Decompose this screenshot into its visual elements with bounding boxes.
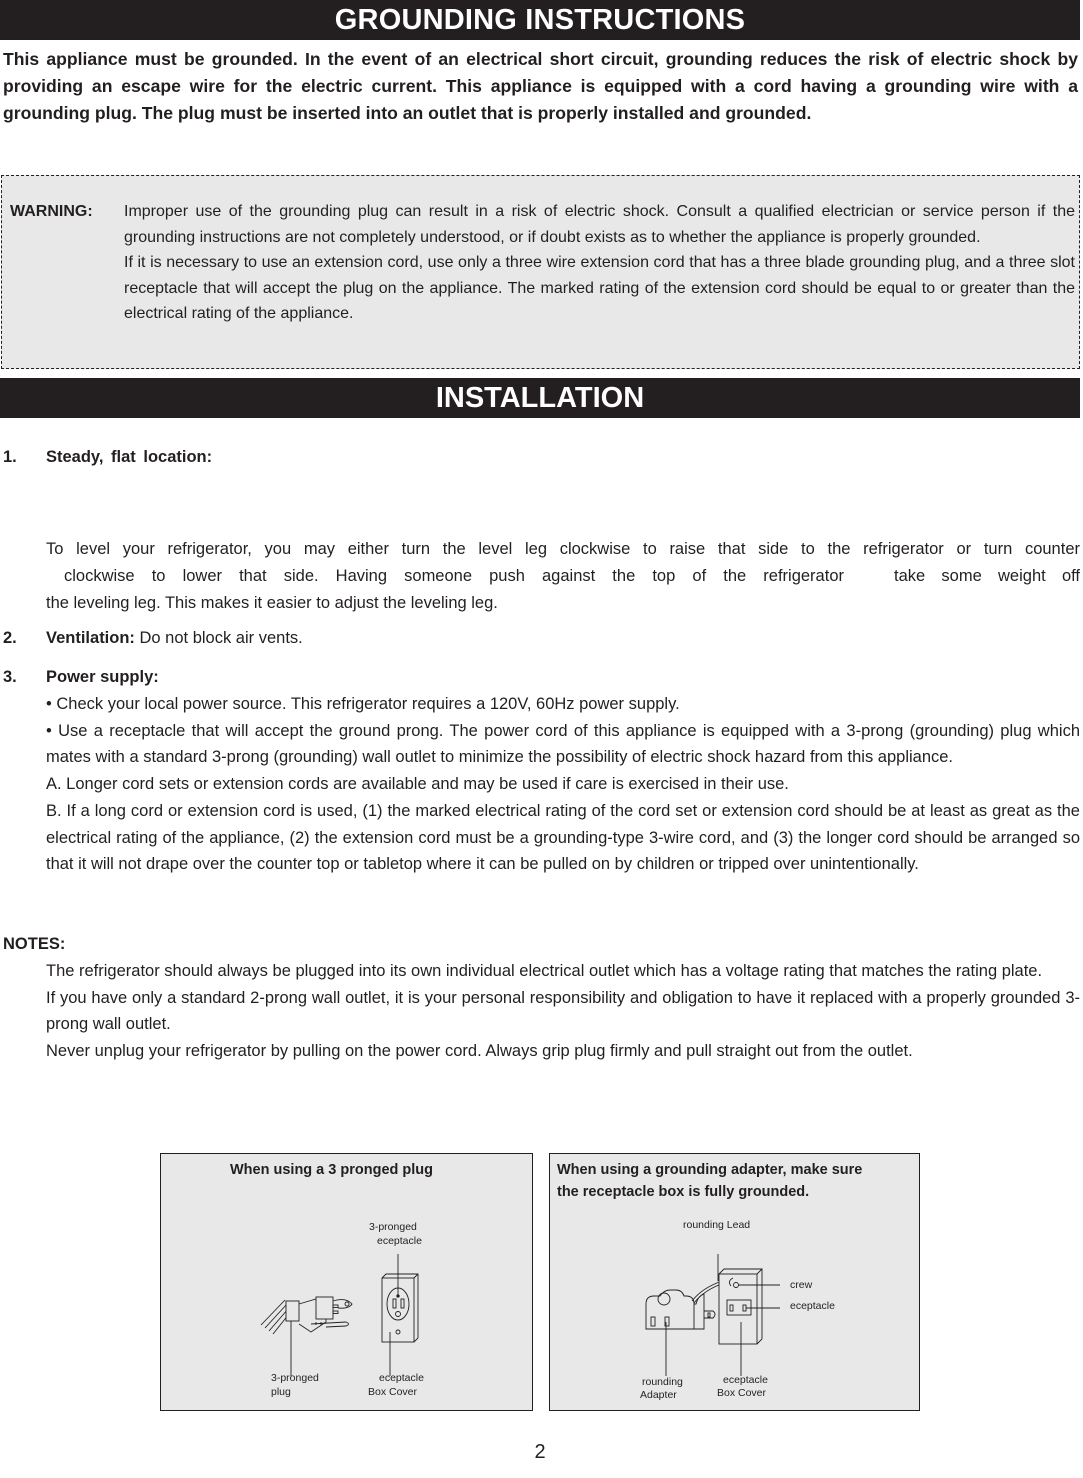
power-sub-item-b: B. If a long cord or extension cord is used, (1) the marked electrical rating of the cord set or extension cord should be at least as great as the electrical rating of the appliance, (2) the extension cord must be a grounding-type 3-wire cord, and (3) the longer cord should be arranged so that it will not drape over the counter top or tabletop where it can be pulled on by children or tripped over unintentionally. — [46, 801, 1080, 874]
note-1: The refrigerator should always be plugged into its own individual electrical outlet which has a voltage rating that matches the rating plate. — [46, 962, 1043, 980]
adapter-box-cover-label-line2: Box Cover — [717, 1387, 767, 1399]
notes-label: NOTES: — [3, 935, 66, 953]
figure-adapter-title-line2: the receptacle box is fully grounded. — [557, 1184, 810, 1200]
receptacle-label: eceptacle — [790, 1300, 835, 1312]
item-2-line — [46, 625, 303, 652]
warning-paragraph-1: Improper use of the grounding plug can result in a risk of electric shock. Consult a qualified electrician or service person if the grounding instructions are not completely understood, or if doubt exists as to whether the appliance is properly grounded. — [124, 203, 1075, 246]
item-2-number: 2. — [3, 629, 17, 647]
item-3-number: 3. — [3, 668, 17, 686]
warning-label: WARNING: — [10, 203, 93, 220]
figure-three-prong-title: When using a 3 pronged plug — [230, 1162, 433, 1178]
power-bullet-1: • Check your local power source. This refrigerator requires a 120V, 60Hz power supply. — [46, 695, 680, 713]
page-number: 2 — [534, 1441, 546, 1463]
warning-text — [124, 199, 1075, 327]
receptacle-label-line1: 3-pronged — [369, 1221, 417, 1233]
installation-header: INSTALLATION — [0, 378, 1080, 418]
item-1-body-line-1-text: To level your refrigerator, you may either turn the level leg clockwise to raise that side to the refrigerator or turn counter — [46, 540, 1080, 558]
item-1-number: 1. — [3, 448, 17, 466]
plug-label-line2: plug — [271, 1386, 291, 1398]
item-1-body-line-1 — [46, 536, 1080, 563]
item-1-body-line-3: the leveling leg. This makes it easier to adjust the leveling leg. — [46, 594, 498, 612]
power-sub-item-a: A. Longer cord sets or extension cords are available and may be used if care is exercised in their use. — [46, 775, 789, 794]
note-2: If you have only a standard 2-prong wall outlet, it is your personal responsibility and obligation to have it replaced with a properly grounded 3-prong wall outlet. — [46, 988, 1080, 1034]
grounding-lead-label: rounding Lead — [683, 1219, 751, 1231]
item-3-heading: Power supply: — [46, 668, 159, 686]
adapter-box-cover-label-line1: eceptacle — [723, 1374, 768, 1386]
box-cover-label-line1: eceptacle — [379, 1372, 424, 1384]
screw-label: crew — [790, 1279, 813, 1291]
box-cover-label-line2: Box Cover — [368, 1386, 418, 1398]
plug-label-line1: 3-pronged — [271, 1372, 319, 1384]
item-2-heading: Ventilation: — [46, 629, 135, 647]
figure-grounding-adapter — [549, 1153, 920, 1411]
adapter-label-line1: rounding — [642, 1376, 683, 1388]
grounding-instructions-header: GROUNDING INSTRUCTIONS — [0, 0, 1080, 40]
power-bullet-2: • Use a receptacle that will accept the ground prong. The power cord of this appliance is equipped with a 3-prong (grounding) plug which mates with a standard 3-prong (grounding) wall outlet to minimize the possibility of electric shock hazard from this appliance. — [46, 721, 1080, 767]
figure-adapter-title-line1: When using a grounding adapter, make sure — [557, 1162, 863, 1178]
notes-body — [46, 958, 1080, 1065]
item-3-body — [46, 691, 1080, 878]
item-1-body-line-2-right: take some weight off — [894, 567, 1080, 585]
item-1-body-line-2-left: clockwise to lower that side. Having someone push against the top of the refrigerator — [64, 567, 844, 585]
figure-three-prong-plug — [160, 1153, 533, 1411]
adapter-label-line2: Adapter — [640, 1389, 677, 1401]
warning-box — [1, 175, 1080, 369]
warning-paragraph-2: If it is necessary to use an extension cord, use only a three wire extension cord that has a three blade grounding plug, and a three slot receptacle that will accept the plug on the appliance. The marked rating of the extension cord should be equal to or greater than the electrical rating of the appliance. — [124, 254, 1075, 322]
note-3: Never unplug your refrigerator by pulling on the power cord. Always grip plug firmly and pull straight out from the outlet. — [46, 1042, 913, 1061]
item-1-heading: Steady, flat location: — [46, 448, 213, 466]
receptacle-label-line2: eceptacle — [377, 1235, 422, 1247]
item-2-body: Do not block air vents. — [134, 629, 303, 647]
three-prong-plug-illustration-icon — [161, 1154, 534, 1412]
grounding-intro-paragraph: This appliance must be grounded. In the event of an electrical short circuit, grounding reduces the risk of electric shock by providing an escape wire for the electric current. This appliance is equipped with a cord having a grounding wire with a grounding plug. The plug must be inserted into an outlet that is properly installed and grounded. — [3, 49, 1078, 123]
